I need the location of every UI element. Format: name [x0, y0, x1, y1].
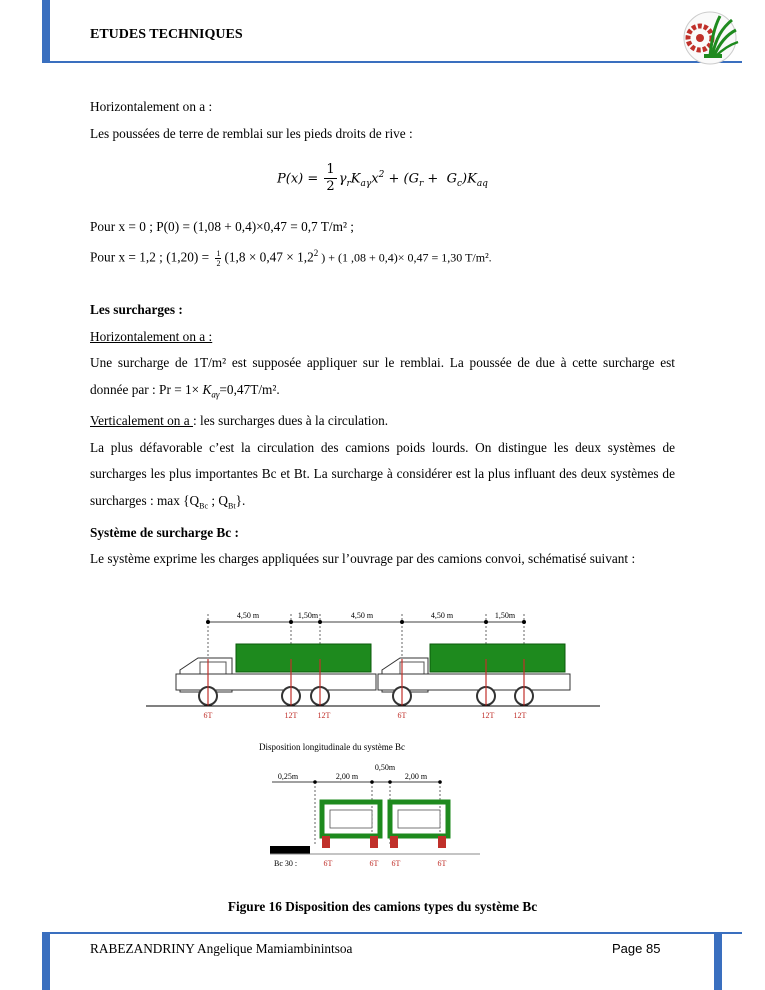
axle-load: 6T	[203, 711, 213, 720]
dim-label: 4,50 m	[430, 611, 454, 620]
axle-load: 12T	[513, 711, 527, 720]
paragraph-camions: La plus défavorable c’est la circulation des camions poids lourds. On distingue les deux systèmes de surcharges les plus importantes Bc et Bt. La surcharge à considérer est la plus influant des deux systèmes de surcharges : $\max \{Q_{Bc}$ ; $Q_{Bt}$}.	[90, 439, 675, 511]
heading-systeme-bc: Système de surcharge Bc :	[90, 524, 239, 540]
paragraph-horizontal: Horizontalement on a :	[90, 99, 213, 114]
figure-caption: Figure 16 Disposition des camions types du système Bc	[227, 899, 538, 914]
paragraph-surcharge-remblai: Une surcharge de 1T/m² est supposée appliquer sur le remblai. La poussée de due à cette surcharge est donnée par : $Pr = 1\times K_{a\gamma}=0,47T/m^2$.	[90, 355, 675, 400]
bc-system-diagram	[140, 604, 610, 894]
dim-label: 1,50m	[494, 611, 516, 620]
footer-rule	[42, 932, 742, 934]
axle-load: 6T	[369, 859, 379, 868]
formula-fraction: $\frac{1}{2}$	[326, 162, 335, 195]
footer-left-bar	[42, 932, 50, 990]
bc30-label: Bc 30 :	[274, 859, 298, 868]
header-rule	[42, 61, 742, 63]
page-body	[90, 94, 675, 573]
truck-1	[176, 644, 376, 705]
page-number: Page 85	[612, 941, 661, 956]
dim-label: 2,00 m	[335, 772, 359, 781]
paragraph-x12: Pour x = 1,2 ; (1,20) = $\frac{1}{2}$ ($1,8 \times 0,47 \times 1,2^2$ ) + (1 ,08 + 0,4)× 0,47 = 1,30 T/m².	[90, 248, 492, 269]
footer-right-bar	[714, 932, 722, 990]
formula-poussee: P(x) = $\frac{1}{2}$ $\gamma_rK_{a\gamma}x^2 + (G_r + G_c)K_{aq}$	[277, 162, 488, 195]
mini-fraction: $\frac{1}{2}$	[216, 249, 221, 269]
figure-subtitle: Disposition longitudinale du système Bc	[259, 742, 405, 752]
paragraph-poussees: Les poussées de terre de remblai sur les pieds droits de rive :	[90, 125, 413, 141]
truck-top-view-1	[322, 802, 380, 836]
axle-load: 12T	[284, 711, 298, 720]
dim-label: 2,00 m	[404, 772, 428, 781]
paragraph-systeme: Le système exprime les charges appliquées sur l’ouvrage par des camions convoi, schématisé suivant :	[90, 551, 636, 567]
dim-label: 4,50 m	[350, 611, 374, 620]
dim-label: 4,50 m	[236, 611, 260, 620]
axle-load: 6T	[437, 859, 447, 868]
dim-label: 1,50m	[297, 611, 319, 620]
header-title: ETUDES TECHNIQUES	[90, 27, 243, 42]
paragraph-x0: Pour x = 0 ; P(0) = (1,08 + 0,4)×0,47 = 0,7 T/m² ;	[90, 218, 354, 234]
footer-author: RABEZANDRINY Angelique Mamiambinintsoa	[90, 941, 353, 956]
paragraph-verticalement: Verticalement on a : les surcharges dues à la circulation.	[90, 413, 389, 428]
header-left-bar	[42, 0, 50, 62]
dim-label: 0,25m	[277, 772, 299, 781]
axle-load: 12T	[481, 711, 495, 720]
truck-2	[378, 644, 570, 705]
university-logo	[676, 8, 744, 66]
dim-label: 0,50m	[374, 763, 396, 772]
axle-load: 6T	[397, 711, 407, 720]
axle-load: 6T	[323, 859, 333, 868]
axle-load: 6T	[391, 859, 401, 868]
heading-surcharges: Les surcharges :	[90, 302, 183, 318]
truck-top-view-2	[390, 802, 448, 836]
subheading-horizontal: Horizontalement on a :	[90, 328, 213, 344]
axle-load: 12T	[317, 711, 331, 720]
